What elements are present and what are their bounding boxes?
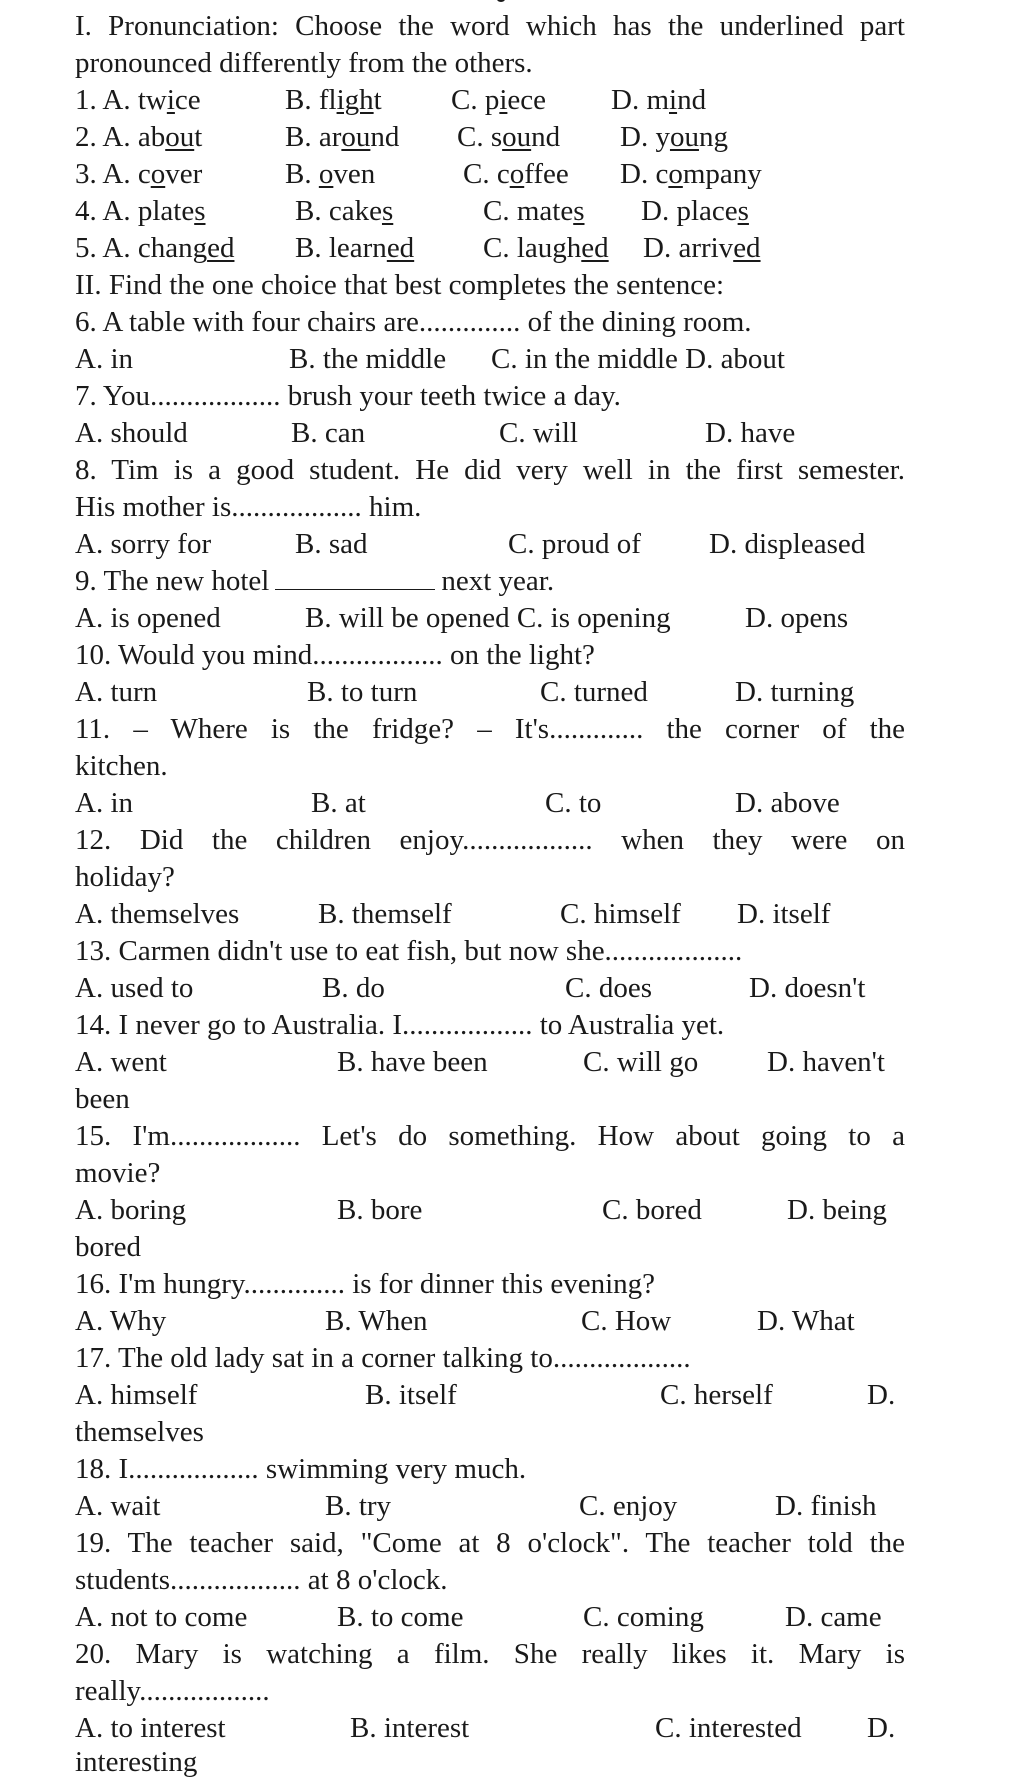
q16-option-c: C. How (581, 1305, 672, 1337)
pron-option-d: D. arrived (643, 232, 761, 264)
q18-option-b: B. try (325, 1490, 392, 1522)
q20-options (75, 1710, 905, 1747)
section2-title: II. Find the one choice that best completes the sentence: (75, 269, 725, 301)
q18-option-d: D. finish (775, 1490, 877, 1522)
pron-option-d: D. places (641, 195, 749, 227)
q14-option-d-cont: been (75, 1083, 130, 1115)
q8-option-d: D. displeased (709, 528, 866, 560)
pron-option-d: D. mind (611, 84, 707, 116)
q16-stem: 16. I'm hungry.............. is for dinner this evening? (75, 1268, 656, 1300)
pron-item-2 (75, 119, 905, 156)
q19-option-b: B. to come (337, 1601, 464, 1633)
q15-stem-line1: 15. I'm.................. Let's do something. How about going to a (75, 1120, 905, 1152)
pron-item-4 (75, 193, 905, 230)
q10-stem: 10. Would you mind.................. on the light? (75, 639, 595, 671)
q14-stem: 14. I never go to Australia. I.................. to Australia yet. (75, 1009, 725, 1041)
pron-option-b: B. cakes (295, 195, 394, 227)
q18-options (75, 1488, 905, 1525)
q14-option-a: A. went (75, 1046, 167, 1078)
pron-option-c: C. sound (457, 121, 561, 153)
q8-options (75, 526, 905, 563)
q7-stem: 7. You.................. brush your teeth twice a day. (75, 380, 621, 412)
q20-stem-line1: 20. Mary is watching a film. She really likes it. Mary is (75, 1638, 905, 1670)
q20-option-d-cont: interesting (75, 1746, 198, 1778)
q19-option-c: C. coming (583, 1601, 704, 1633)
pron-option-b: B. oven (285, 158, 376, 190)
q7-option-d: D. have (705, 417, 796, 449)
q9-option-b: B. will be opened C. is opening (305, 602, 671, 634)
q14-option-d: D. haven't (767, 1046, 885, 1078)
pron-option-a: 4. A. plates (75, 195, 206, 227)
q10-option-c: C. turned (540, 676, 648, 708)
pron-item-1 (75, 82, 905, 119)
q9-options (75, 600, 905, 637)
answer-blank[interactable] (275, 567, 435, 590)
q16-options (75, 1303, 905, 1340)
q6-option-b: B. the middle (289, 343, 447, 375)
q18-option-a: A. wait (75, 1490, 161, 1522)
q10-option-d: D. turning (735, 676, 855, 708)
section1-title-line2: pronounced differently from the others. (75, 47, 533, 79)
pron-option-b: B. around (285, 121, 400, 153)
section1-title-line1: I. Pronunciation: Choose the word which has the underlined part (75, 10, 905, 42)
q17-option-d-cont: themselves (75, 1416, 204, 1448)
q11-option-a: A. in (75, 787, 133, 819)
q19-stem-line1: 19. The teacher said, "Come at 8 o'clock". The teacher told the (75, 1527, 905, 1559)
q13-stem: 13. Carmen didn't use to eat fish, but now she................... (75, 935, 743, 967)
q12-option-a: A. themselves (75, 898, 240, 930)
pron-option-b: B. learned (295, 232, 415, 264)
q17-option-b: B. itself (365, 1379, 457, 1411)
q19-stem-line2: students.................. at 8 o'clock. (75, 1564, 448, 1596)
pron-option-a: 3. A. cover (75, 158, 203, 190)
q20-stem-line2: really.................. (75, 1675, 270, 1707)
q11-stem-line1: 11. – Where is the fridge? – It's............. the corner of the (75, 713, 905, 745)
top-edge-dot (497, 0, 505, 2)
q20-option-c: C. interested (655, 1712, 802, 1744)
q13-option-a: A. used to (75, 972, 194, 1004)
pron-option-d: D. company (620, 158, 762, 190)
q8-stem-line2: His mother is.................. him. (75, 491, 422, 523)
q9-option-d: D. opens (745, 602, 849, 634)
q15-option-d: D. being (787, 1194, 887, 1226)
q15-option-a: A. boring (75, 1194, 187, 1226)
q20-option-b: B. interest (350, 1712, 470, 1744)
q11-options (75, 785, 905, 822)
pron-option-c: C. laughed (483, 232, 609, 264)
q6-options (75, 341, 905, 378)
q6-option-c: C. in the middle D. about (491, 343, 785, 375)
q12-option-d: D. itself (737, 898, 831, 930)
pron-option-c: C. piece (451, 84, 547, 116)
q19-option-d: D. came (785, 1601, 882, 1633)
q8-option-a: A. sorry for (75, 528, 212, 560)
pron-option-a: 5. A. changed (75, 232, 235, 264)
q16-option-a: A. Why (75, 1305, 167, 1337)
q15-option-b: B. bore (337, 1194, 423, 1226)
pron-option-a: 2. A. about (75, 121, 203, 153)
q12-option-b: B. themself (318, 898, 452, 930)
q16-option-d: D. What (757, 1305, 855, 1337)
q12-stem-line1: 12. Did the children enjoy.................. when they were on (75, 824, 905, 856)
q17-options (75, 1377, 905, 1414)
q11-option-b: B. at (311, 787, 366, 819)
q10-options (75, 674, 905, 711)
q18-option-c: C. enjoy (579, 1490, 678, 1522)
q15-option-d-cont: bored (75, 1231, 142, 1263)
q13-option-d: D. doesn't (749, 972, 866, 1004)
q10-option-a: A. turn (75, 676, 158, 708)
q17-option-d: D. (867, 1379, 896, 1411)
q13-option-c: C. does (565, 972, 652, 1004)
q6-option-a: A. in (75, 343, 133, 375)
pron-option-a: 1. A. twice (75, 84, 201, 116)
q17-option-c: C. herself (660, 1379, 773, 1411)
q12-option-c: C. himself (560, 898, 681, 930)
pron-option-c: C. coffee (463, 158, 569, 190)
q8-stem-line1: 8. Tim is a good student. He did very well in the first semester. (75, 454, 905, 486)
q8-option-b: B. sad (295, 528, 368, 560)
q7-options (75, 415, 905, 452)
pron-item-3 (75, 156, 905, 193)
q7-option-b: B. can (291, 417, 366, 449)
q7-option-c: C. will (499, 417, 578, 449)
q15-option-c: C. bored (602, 1194, 702, 1226)
q8-option-c: C. proud of (508, 528, 641, 560)
q7-option-a: A. should (75, 417, 188, 449)
q15-stem-line2: movie? (75, 1157, 161, 1189)
q17-stem: 17. The old lady sat in a corner talking to................... (75, 1342, 691, 1374)
q15-options (75, 1192, 905, 1229)
q14-options (75, 1044, 905, 1081)
q20-option-a: A. to interest (75, 1712, 226, 1744)
q19-option-a: A. not to come (75, 1601, 248, 1633)
q13-option-b: B. do (322, 972, 385, 1004)
q13-options (75, 970, 905, 1007)
q18-stem: 18. I.................. swimming very much. (75, 1453, 527, 1485)
q6-stem: 6. A table with four chairs are.............. of the dining room. (75, 306, 752, 338)
q14-option-c: C. will go (583, 1046, 699, 1078)
q10-option-b: B. to turn (307, 676, 418, 708)
pron-option-c: C. mates (483, 195, 585, 227)
q11-option-c: C. to (545, 787, 602, 819)
q14-option-b: B. have been (337, 1046, 488, 1078)
q9-stem: 9. The new hotel next year. (75, 565, 555, 597)
pron-option-d: D. young (620, 121, 728, 153)
q17-option-a: A. himself (75, 1379, 198, 1411)
q11-stem-line2: kitchen. (75, 750, 168, 782)
q16-option-b: B. When (325, 1305, 428, 1337)
q20-option-d: D. (867, 1712, 896, 1744)
q11-option-d: D. above (735, 787, 840, 819)
q12-options (75, 896, 905, 933)
q9-option-a: A. is opened (75, 602, 221, 634)
pron-item-5 (75, 230, 905, 267)
q12-stem-line2: holiday? (75, 861, 175, 893)
q19-options (75, 1599, 905, 1636)
pron-option-b: B. flight (285, 84, 382, 116)
